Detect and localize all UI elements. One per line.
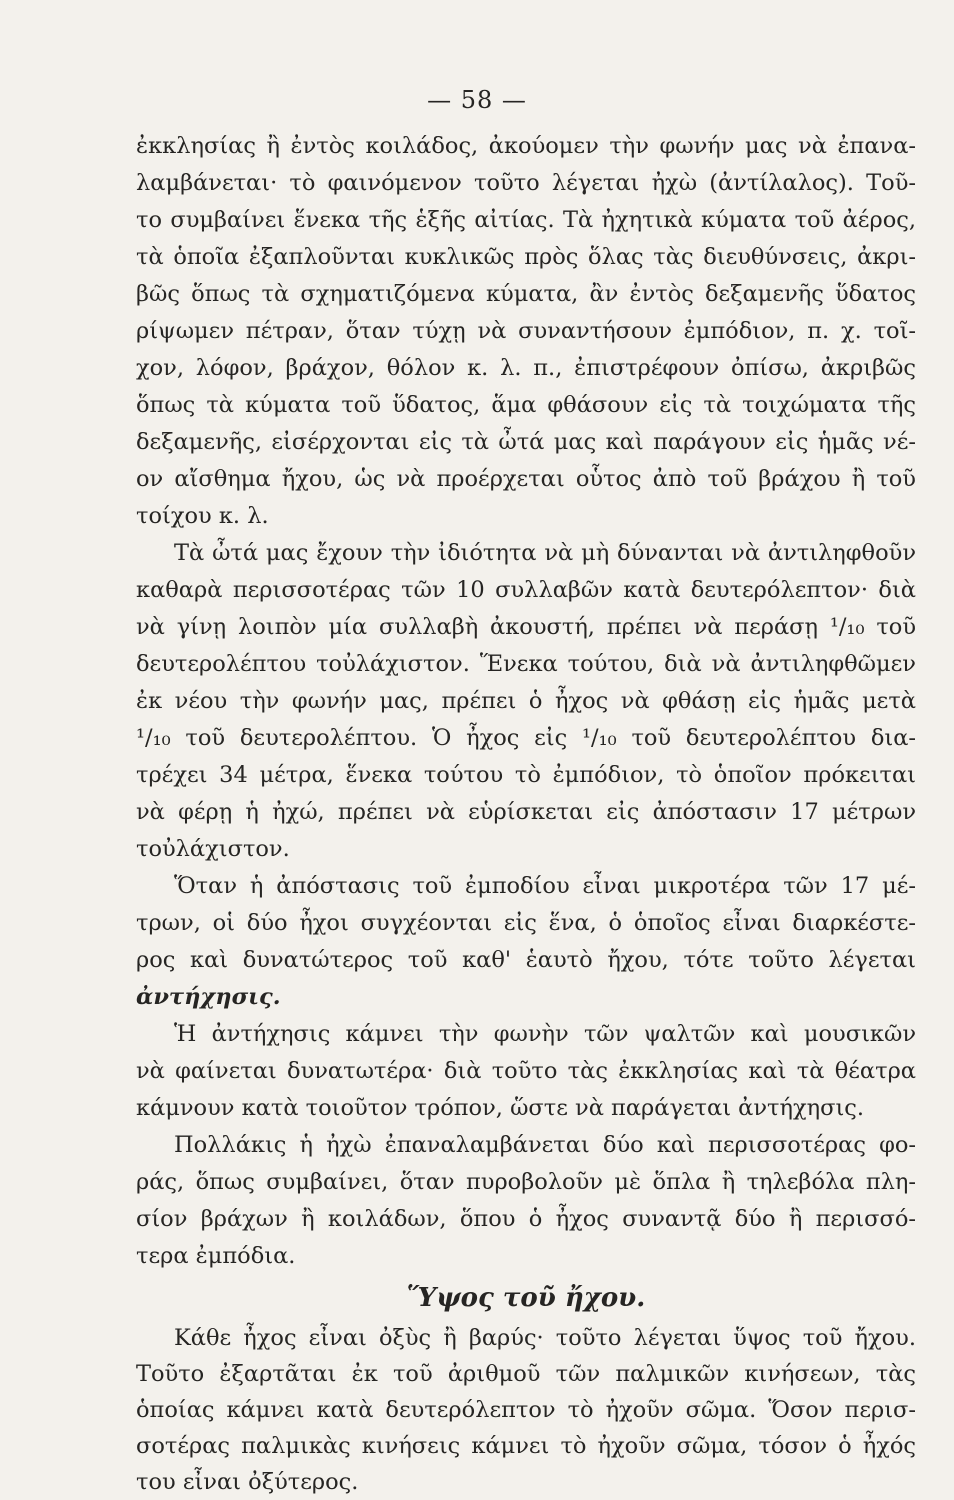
text-line: λαμβάνεται· τὸ φαινόμενον τοῦτο λέγεται ἠχὼ (ἀντίλαλος). Τοῦ- [136,170,916,196]
text-line: τοὐλάχιστον. [136,836,290,862]
text-line: Ἡ ἀντήχησις κάμνει τὴν φωνὴν τῶν ψαλτῶν καὶ μουσικῶν [174,1021,916,1047]
text-line: σίον βράχων ἢ κοιλάδων, ὅπου ὁ ἦχος συναντᾷ δύο ἢ περισσό- [136,1206,916,1232]
term-antichisis: ἀντήχησις. [136,984,281,1010]
text-line: Κάθε ἦχος εἶναι ὀξὺς ἢ βαρύς· τοῦτο λέγεται ὕψος τοῦ ἤχου. [174,1325,916,1351]
text-line: ¹/₁₀ τοῦ δευτερολέπτου. Ὁ ἦχος εἰς ¹/₁₀ τοῦ δευτερολέπτου δια- [136,725,916,751]
text-line: καθαρὰ περισσοτέρας τῶν 10 συλλαβῶν κατὰ δευτερόλεπτον· διὰ [136,577,916,603]
text-line: Πολλάκις ἡ ἠχὼ ἐπαναλαμβάνεται δύο καὶ περισσοτέρας φο- [174,1132,916,1158]
text-line: τοίχου κ. λ. [136,503,269,529]
text-line: του εἶναι ὀξύτερος. [136,1469,359,1495]
text-line: ἐκ νέου τὴν φωνήν μας, πρέπει ὁ ἦχος νὰ φθάσῃ εἰς ἡμᾶς μετὰ [136,688,916,714]
text-line: νὰ γίνῃ λοιπὸν μία συλλαβὴ ἀκουστή, πρέπει νὰ περάσῃ ¹/₁₀ τοῦ [136,614,916,640]
text-line: Τὰ ὦτά μας ἔχουν τὴν ἰδιότητα νὰ μὴ δύνανται νὰ ἀντιληφθοῦν [174,540,916,566]
text-line: τὰ ὁποῖα ἐξαπλοῦνται κυκλικῶς πρὸς ὅλας τὰς διευθύνσεις, ἀκρι- [136,244,916,270]
text-line: τερα ἐμπόδια. [136,1243,296,1269]
text-line: κάμνουν κατὰ τοιοῦτον τρόπον, ὥστε νὰ παράγεται ἀντήχησις. [136,1095,865,1121]
text-line: δεξαμενῆς, εἰσέρχονται εἰς τὰ ὦτά μας καὶ παράγουν εἰς ἡμᾶς νέ- [136,429,916,455]
text-line: βῶς ὅπως τὰ σχηματιζόμενα κύματα, ἂν ἐντὸς δεξαμενῆς ὕδατος [136,281,916,307]
text-line: ρος καὶ δυνατώτερος τοῦ καθ' ἑαυτὸ ἤχου, τότε τοῦτο λέγεται [136,947,916,973]
text-line: Ὅταν ἡ ἀπόστασις τοῦ ἐμποδίου εἶναι μικροτέρα τῶν 17 μέ- [174,873,916,899]
text-line: νὰ φέρῃ ἡ ἠχώ, πρέπει νὰ εὑρίσκεται εἰς ἀπόστασιν 17 μέτρων [136,799,916,825]
page-number: — 58 — [427,86,527,114]
text-line: τρέχει 34 μέτρα, ἕνεκα τούτου τὸ ἐμπόδιον, τὸ ὁποῖον πρόκειται [136,762,916,788]
text-line: δευτερολέπτου τοὐλάχιστον. Ἕνεκα τούτου, διὰ νὰ ἀντιληφθῶμεν [136,651,916,677]
text-line: ὅπως τὰ κύματα τοῦ ὕδατος, ἅμα φθάσουν εἰς τὰ τοιχώματα τῆς [136,392,916,418]
text-line: ρίψωμεν πέτραν, ὅταν τύχῃ νὰ συναντήσουν ἐμπόδιον, π. χ. τοῖ- [136,318,916,344]
text-line: Τοῦτο ἐξαρτᾶται ἐκ τοῦ ἀριθμοῦ τῶν παλμικῶν κινήσεων, τὰς [136,1361,916,1387]
section-heading-pitch: Ὕψος τοῦ ἤχου. [406,1283,646,1313]
text-line: σοτέρας παλμικὰς κινήσεις κάμνει τὸ ἠχοῦν σῶμα, τόσον ὁ ἦχός [136,1433,916,1459]
text-line: νὰ φαίνεται δυνατωτέρα· διὰ τοῦτο τὰς ἐκκλησίας καὶ τὰ θέατρα [136,1058,916,1084]
text-line: τρων, οἱ δύο ἦχοι συγχέονται εἰς ἕνα, ὁ ὁποῖος εἶναι διαρκέστε- [136,910,916,936]
text-line: χον, λόφον, βράχον, θόλον κ. λ. π., ἐπιστρέφουν ὀπίσω, ἀκριβῶς [136,355,916,381]
text-line: ον αἴσθημα ἤχου, ὡς νὰ προέρχεται οὗτος ἀπὸ τοῦ βράχου ἢ τοῦ [136,466,916,492]
text-line: ράς, ὅπως συμβαίνει, ὅταν πυροβολοῦν μὲ ὅπλα ἢ τηλεβόλα πλη- [136,1169,916,1195]
text-line: το συμβαίνει ἕνεκα τῆς ἑξῆς αἰτίας. Τὰ ἠχητικὰ κύματα τοῦ ἀέρος, [136,207,916,233]
text-line: ὁποίας κάμνει κατὰ δευτερόλεπτον τὸ ἠχοῦν σῶμα. Ὅσον περισ- [136,1397,916,1423]
text-line: ἐκκλησίας ἢ ἐντὸς κοιλάδος, ἀκούομεν τὴν φωνήν μας νὰ ἐπανα- [136,133,916,159]
